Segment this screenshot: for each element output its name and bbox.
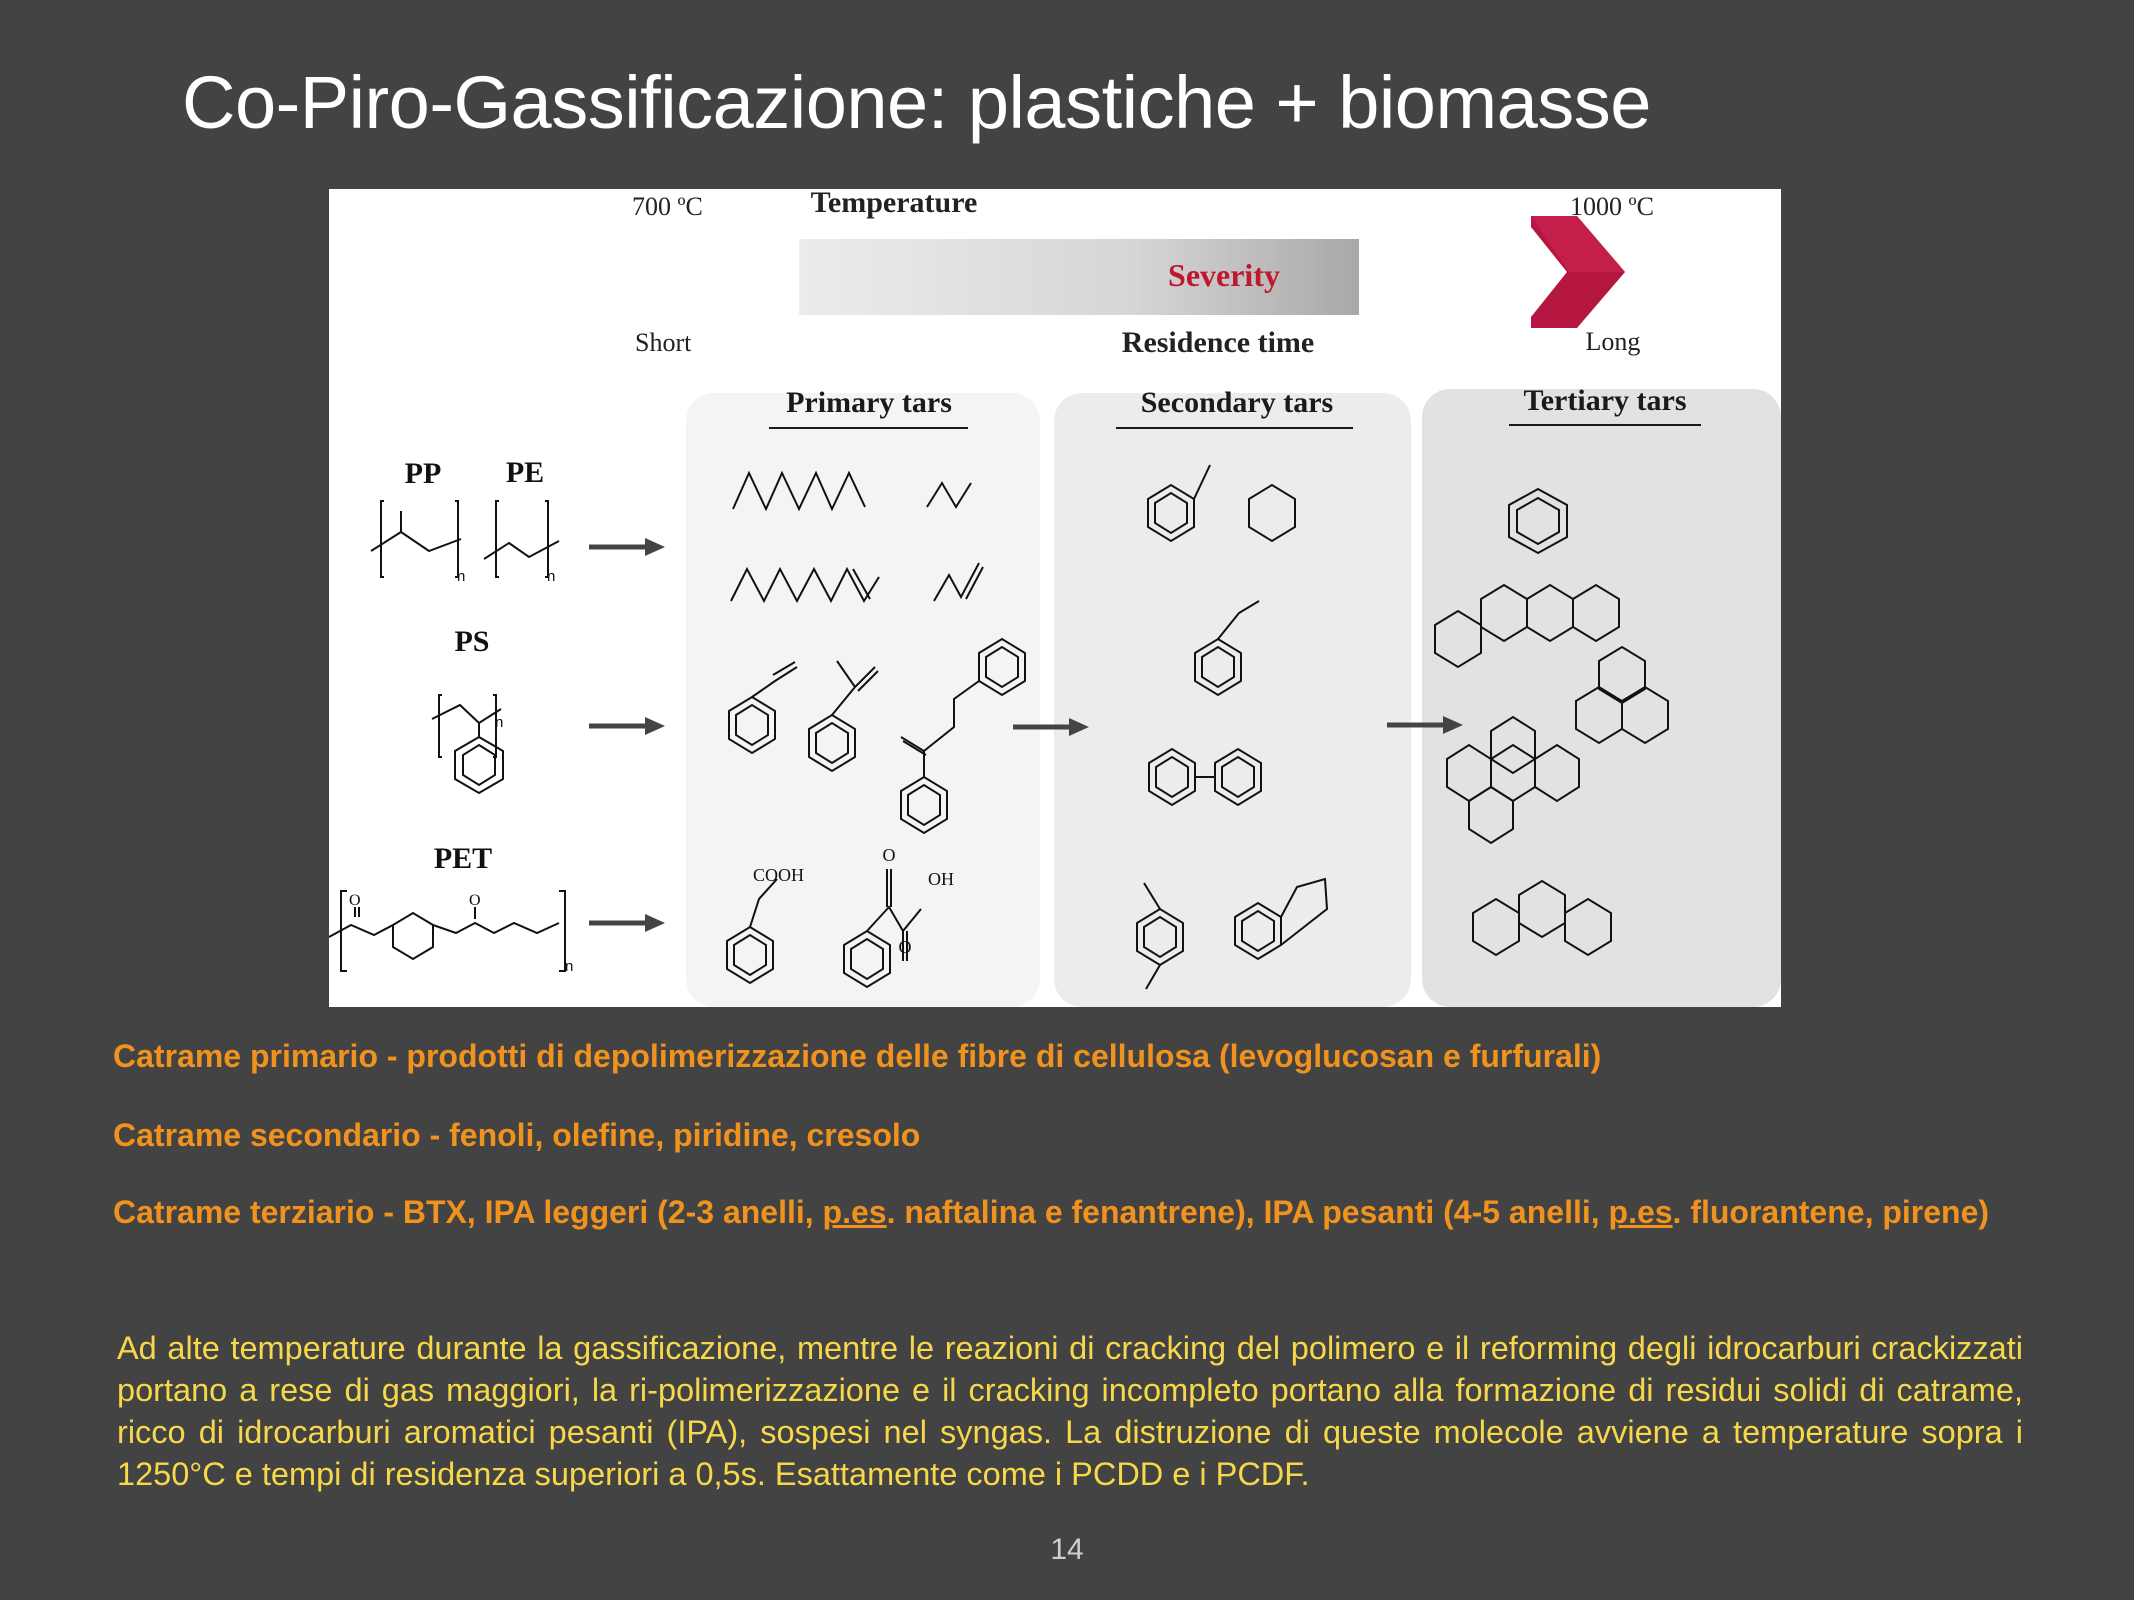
pet-o-2: O	[469, 892, 481, 909]
pet-structure	[329, 891, 565, 971]
short-label: Short	[635, 328, 692, 357]
tertiary-tars-heading: Tertiary tars	[1523, 384, 1687, 417]
pet-o-1: O	[349, 892, 361, 909]
secondary-tars-panel	[1054, 393, 1411, 1007]
acid-o-label: O	[898, 937, 912, 957]
cooh-label: COOH	[753, 865, 805, 885]
slide-title: Co-Piro-Gassificazione: plastiche + biomasse	[182, 61, 1651, 144]
oh-label: OH	[928, 869, 954, 889]
page-number: 14	[1050, 1533, 1084, 1566]
ps-subscript-n: n	[495, 714, 504, 731]
long-label: Long	[1585, 327, 1641, 356]
temperature-label: Temperature	[810, 189, 978, 219]
primary-tars-heading: Primary tars	[786, 386, 952, 419]
bullet-secondary-tar: Catrame secondario - fenoli, olefine, piridine, cresolo	[113, 1117, 921, 1153]
pes-link-2[interactable]: p.es	[1608, 1194, 1673, 1230]
pes-link-1[interactable]: p.es	[822, 1194, 887, 1230]
explanation-paragraph: Ad alte temperature durante la gassificazione, mentre le reazioni di cracking del polimero e il reforming degli idrocarburi crackizzati portano a rese di gas maggiori, la ri-polimerizzazione e il cracking incompleto portano alla formazione di residui solidi di catrame, ricco di idrocarburi aromatici pesanti (IPA), sospesi nel syngas. La distruzione di queste molecole avviene a temperature sopra i 1250°C e tempi di residenza superiori a 0,5s. Esattamente come i PCDD e i PCDF.	[117, 1330, 2023, 1492]
pp-structure	[371, 501, 461, 577]
pp-label: PP	[404, 457, 442, 490]
bullet-tertiary-tar	[113, 1192, 2019, 1233]
tertiary-text-b: . naftalina e fenantrene), IPA pesanti (4-5 anelli,	[886, 1194, 1609, 1230]
pet-label: PET	[433, 842, 493, 875]
ps-label: PS	[454, 625, 490, 658]
pe-label: PE	[505, 456, 545, 489]
ps-structure	[432, 695, 503, 793]
tertiary-text-a: Catrame terziario - BTX, IPA leggeri (2-3 anelli,	[113, 1194, 823, 1230]
pet-subscript-n: n	[565, 958, 574, 975]
secondary-tars-heading: Secondary tars	[1140, 386, 1334, 419]
pe-subscript-n: n	[547, 568, 556, 585]
bullet-primary-tar: Catrame primario - prodotti di depolimerizzazione delle fibre di cellulosa (levoglucosan e furfurali)	[113, 1038, 1602, 1074]
pe-structure	[484, 501, 559, 577]
tertiary-tars-panel	[1422, 389, 1781, 1007]
tar-formation-figure	[329, 189, 1781, 1007]
pp-subscript-n: n	[457, 568, 466, 585]
primary-tars-panel	[686, 393, 1040, 1007]
severity-label: Severity	[1168, 257, 1280, 293]
temp-low-label: 700 ºC	[632, 192, 703, 221]
temp-high-label: 1000 ºC	[1570, 192, 1654, 221]
tertiary-text-c: . fluorantene, pirene)	[1672, 1194, 1990, 1230]
ketone-o-label: O	[882, 845, 896, 865]
residence-time-label: Residence time	[1121, 326, 1315, 359]
